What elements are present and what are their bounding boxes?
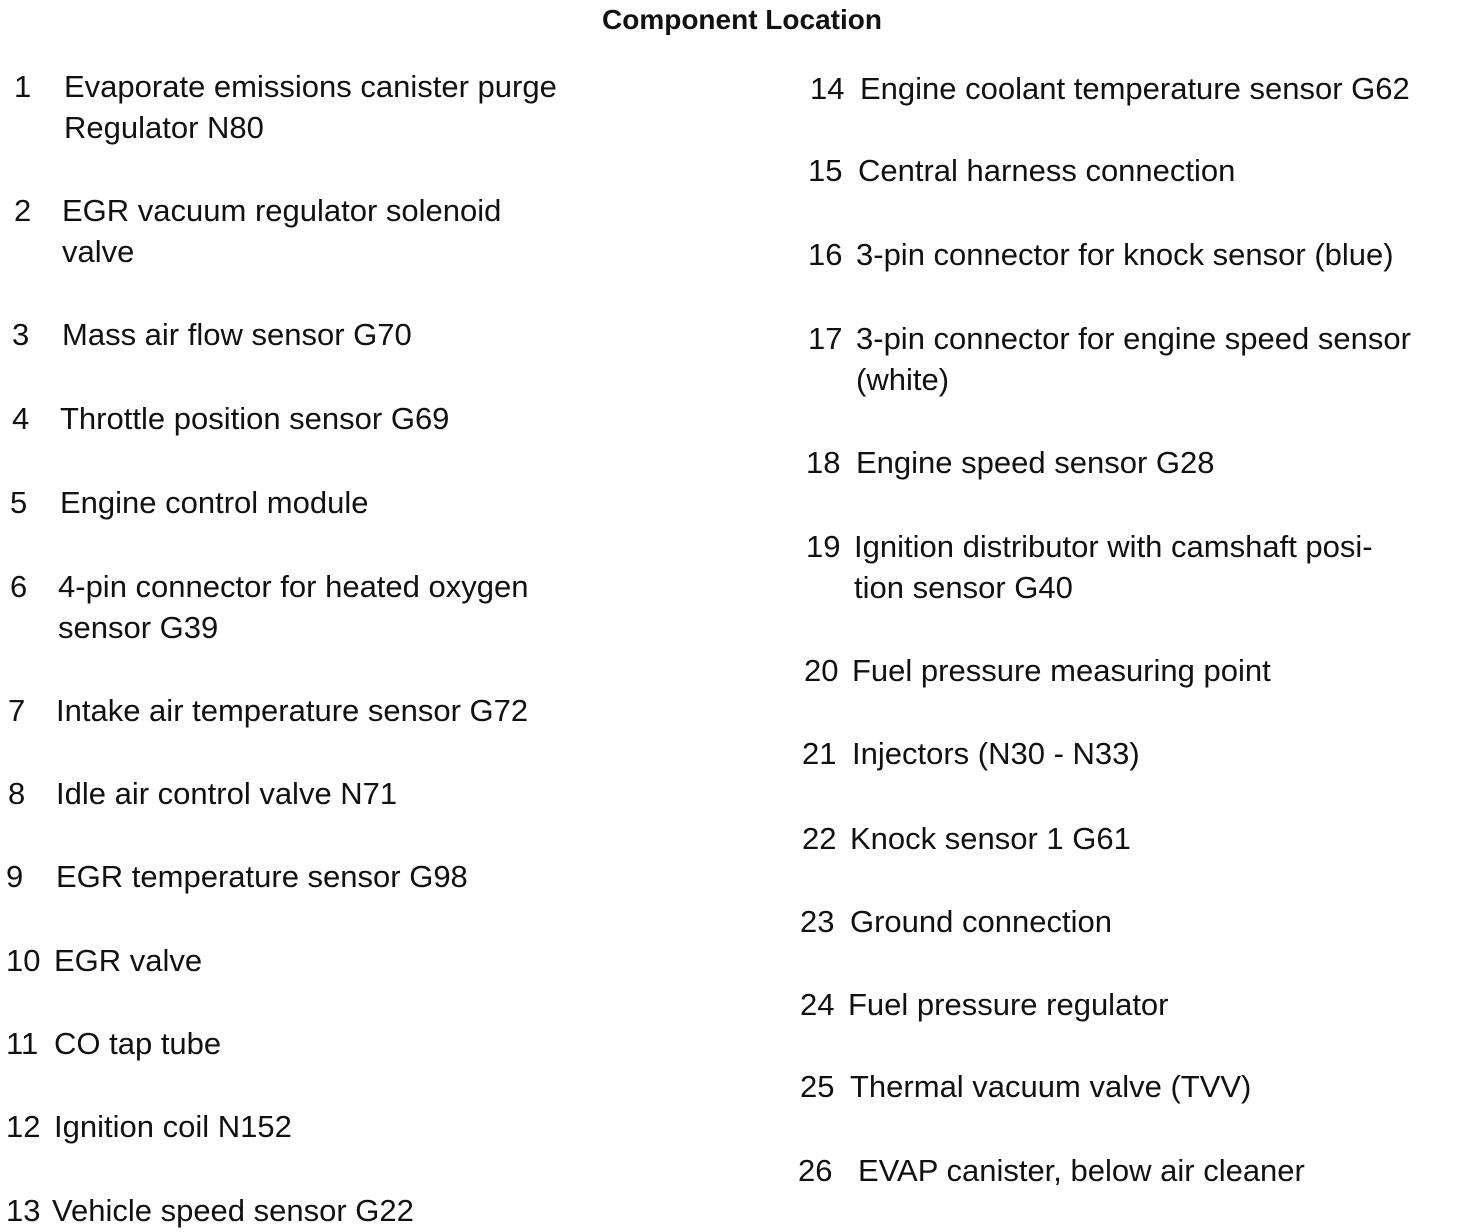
- component-description: [56, 856, 468, 897]
- component-number: 23: [800, 904, 835, 939]
- component-number: 18: [806, 445, 841, 480]
- component-number: 9: [6, 859, 24, 894]
- component-description-line: 3-pin connector for knock sensor (blue): [856, 237, 1394, 272]
- component-description: [54, 1023, 221, 1064]
- component-description: [858, 150, 1235, 191]
- component-description: [860, 68, 1410, 109]
- component-description-line: tion sensor G40: [854, 570, 1073, 605]
- component-number: 15: [808, 153, 843, 188]
- component-description: [62, 190, 501, 272]
- component-number: 12: [6, 1109, 41, 1144]
- component-description: [854, 526, 1373, 608]
- component-description-line: Regulator N80: [64, 110, 264, 145]
- component-description-line: EGR valve: [54, 943, 203, 978]
- component-description: [56, 690, 528, 731]
- component-description-line: Ignition distributor with camshaft posi-: [854, 529, 1373, 564]
- component-description-line: Evaporate emissions canister purge: [64, 69, 557, 104]
- component-number: 21: [802, 736, 837, 771]
- component-description: [62, 314, 412, 355]
- component-description-line: Thermal vacuum valve (TVV): [850, 1069, 1252, 1104]
- component-description-line: CO tap tube: [54, 1026, 222, 1061]
- component-number: 11: [6, 1026, 39, 1061]
- component-description: [54, 940, 202, 981]
- component-number: 7: [8, 693, 26, 728]
- component-description-line: Central harness connection: [858, 153, 1236, 188]
- page-title: Component Location: [602, 4, 882, 35]
- component-description: [850, 818, 1131, 859]
- component-description-line: Ground connection: [850, 904, 1112, 939]
- component-number: 22: [802, 821, 837, 856]
- component-description-line: Vehicle speed sensor G22: [52, 1193, 414, 1228]
- component-number: 20: [804, 653, 839, 688]
- component-description-line: (white): [856, 362, 950, 397]
- component-number: 10: [6, 943, 41, 978]
- component-description-line: Fuel pressure regulator: [848, 987, 1169, 1022]
- component-description: [852, 650, 1271, 691]
- component-description: [60, 398, 449, 439]
- component-number: 24: [800, 987, 835, 1022]
- component-number: 25: [800, 1069, 835, 1104]
- component-description-line: Mass air flow sensor G70: [62, 317, 412, 352]
- component-description-line: Knock sensor 1 G61: [850, 821, 1131, 856]
- component-number: 1: [14, 69, 32, 104]
- component-number: 8: [8, 776, 26, 811]
- component-description: [850, 901, 1112, 942]
- component-description-line: Engine control module: [60, 485, 369, 520]
- component-description-line: EGR vacuum regulator solenoid: [62, 193, 502, 228]
- component-description-line: EGR temperature sensor G98: [56, 859, 468, 894]
- component-number: 14: [810, 71, 845, 106]
- component-description-line: Fuel pressure measuring point: [852, 653, 1271, 688]
- component-description: [856, 318, 1411, 400]
- component-number: 6: [10, 569, 28, 604]
- component-number: 4: [12, 401, 30, 436]
- component-description-line: 3-pin connector for engine speed sensor: [856, 321, 1411, 356]
- component-description-line: valve: [62, 234, 135, 269]
- component-description: [52, 1190, 414, 1231]
- component-description-line: Idle air control valve N71: [56, 776, 398, 811]
- component-number: 2: [14, 193, 32, 228]
- component-description-line: Engine coolant temperature sensor G62: [860, 71, 1410, 106]
- component-description: [848, 984, 1169, 1025]
- component-description-line: EVAP canister, below air cleaner: [858, 1153, 1305, 1188]
- component-description: [56, 773, 397, 814]
- component-description: [858, 1150, 1305, 1191]
- component-description-line: sensor G39: [58, 610, 219, 645]
- component-description-line: 4-pin connector for heated oxygen: [58, 569, 529, 604]
- component-description-line: Engine speed sensor G28: [856, 445, 1215, 480]
- component-description: [58, 566, 528, 648]
- component-description: [856, 234, 1394, 275]
- component-description-line: Intake air temperature sensor G72: [56, 693, 529, 728]
- component-number: 16: [808, 237, 843, 272]
- component-description-line: Injectors (N30 - N33): [852, 736, 1140, 771]
- component-number: 5: [10, 485, 28, 520]
- component-description: [852, 733, 1140, 774]
- component-description-line: Throttle position sensor G69: [60, 401, 450, 436]
- component-number: 26: [798, 1153, 833, 1188]
- component-description-line: Ignition coil N152: [54, 1109, 292, 1144]
- component-description: [60, 482, 368, 523]
- component-description: [856, 442, 1214, 483]
- component-description: [850, 1066, 1251, 1107]
- component-number: 13: [6, 1193, 41, 1228]
- component-description: [54, 1106, 292, 1147]
- component-number: 3: [12, 317, 30, 352]
- component-number: 17: [808, 321, 843, 356]
- component-description: [64, 66, 557, 148]
- component-number: 19: [806, 529, 841, 564]
